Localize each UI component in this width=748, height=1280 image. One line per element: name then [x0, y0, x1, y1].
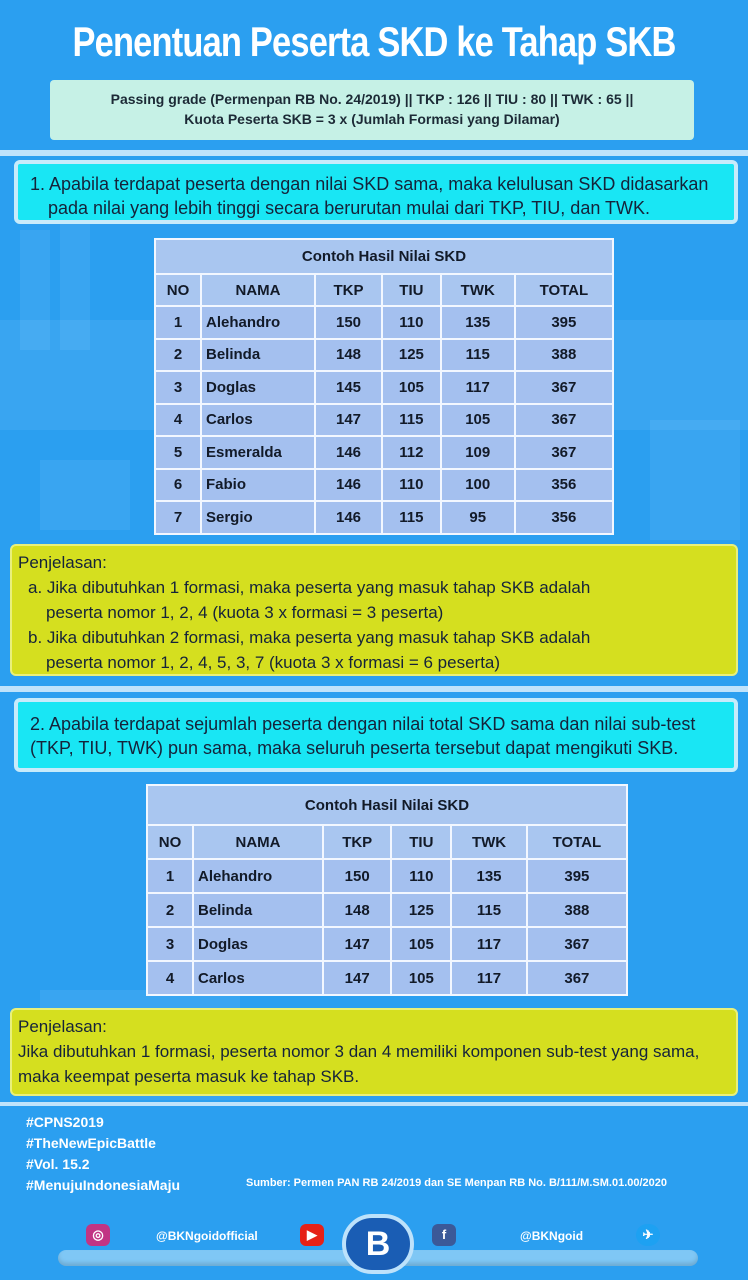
cell-total: 367	[515, 404, 613, 437]
hashtag: #TheNewEpicBattle	[26, 1135, 156, 1151]
cell-tkp: 146	[315, 436, 382, 469]
explanation-b-line-2: peserta nomor 1, 2, 4, 5, 3, 7 (kuota 3 x formasi = 6 peserta)	[46, 653, 501, 672]
cell-nama: Doglas	[193, 927, 323, 961]
passing-grade-box	[50, 80, 694, 140]
background-decoration	[40, 460, 130, 530]
col-header-twk: TWK	[441, 274, 515, 306]
rule-2-box	[14, 698, 738, 772]
cell-total: 395	[515, 306, 613, 339]
cell-total: 395	[527, 859, 627, 893]
twitter-handle[interactable]: @BKNgoid	[520, 1229, 584, 1243]
cell-twk: 95	[441, 501, 515, 534]
table-row	[147, 961, 627, 995]
table-header-row	[155, 274, 613, 306]
cell-no: 2	[155, 339, 201, 372]
cell-nama: Fabio	[201, 469, 315, 502]
cell-twk: 105	[441, 404, 515, 437]
col-header-tkp: TKP	[315, 274, 382, 306]
table-row	[155, 469, 613, 502]
rule-2-line-2: (TKP, TIU, TWK) pun sama, maka seluruh peserta tersebut dapat mengikuti SKB.	[30, 738, 679, 758]
footer-bar	[0, 1212, 748, 1280]
explanation-a-line-1: a. Jika dibutuhkan 1 formasi, maka peserta yang masuk tahap SKB adalah	[28, 578, 591, 597]
cell-tkp: 148	[315, 339, 382, 372]
col-header-no: NO	[147, 825, 193, 859]
cell-tkp: 148	[323, 893, 391, 927]
cell-twk: 100	[441, 469, 515, 502]
table-row	[155, 306, 613, 339]
cell-no: 4	[147, 961, 193, 995]
cell-no: 1	[147, 859, 193, 893]
rule-1-line-2: pada nilai yang lebih tinggi secara berurutan mulai dari TKP, TIU, dan TWK.	[48, 198, 651, 218]
col-header-total: TOTAL	[515, 274, 613, 306]
table-row	[155, 371, 613, 404]
quota-text: Kuota Peserta SKB = 3 x (Jumlah Formasi yang Dilamar)	[184, 111, 560, 127]
cell-tkp: 150	[323, 859, 391, 893]
page-title: Penentuan Peserta SKD ke Tahap SKB	[72, 18, 676, 65]
table-row	[155, 436, 613, 469]
source-note: Sumber: Permen PAN RB 24/2019 dan SE Menpan RB No. B/111/M.SM.01.00/2020	[246, 1177, 668, 1189]
cell-tiu: 125	[391, 893, 451, 927]
cell-twk: 115	[441, 339, 515, 372]
cell-twk: 135	[441, 306, 515, 339]
explanation-line-2: maka keempat peserta masuk ke tahap SKB.	[18, 1067, 360, 1086]
table-row	[155, 339, 613, 372]
cell-nama: Sergio	[201, 501, 315, 534]
cell-no: 1	[155, 306, 201, 339]
table-row	[147, 893, 627, 927]
hashtags	[26, 1112, 180, 1196]
cell-nama: Belinda	[201, 339, 315, 372]
cell-twk: 109	[441, 436, 515, 469]
explanation-b-line-1: b. Jika dibutuhkan 2 formasi, maka peserta yang masuk tahap SKB adalah	[28, 628, 591, 647]
cell-twk: 117	[451, 927, 526, 961]
col-header-tkp: TKP	[323, 825, 391, 859]
cell-no: 2	[147, 893, 193, 927]
table-caption: Contoh Hasil Nilai SKD	[147, 785, 627, 825]
table-row	[155, 404, 613, 437]
cell-no: 4	[155, 404, 201, 437]
explanation-1-box	[10, 544, 738, 676]
cell-nama: Carlos	[193, 961, 323, 995]
cell-total: 356	[515, 469, 613, 502]
cell-no: 5	[155, 436, 201, 469]
cell-nama: Esmeralda	[201, 436, 315, 469]
cell-tkp: 146	[315, 469, 382, 502]
cell-no: 3	[155, 371, 201, 404]
table-row	[155, 501, 613, 534]
divider	[0, 150, 748, 156]
cell-total: 367	[515, 371, 613, 404]
table-row	[147, 859, 627, 893]
cell-total: 367	[527, 961, 627, 995]
cell-tkp: 150	[315, 306, 382, 339]
rule-1-line-1: 1. Apabila terdapat peserta dengan nilai SKD sama, maka kelulusan SKD didasarkan	[30, 174, 709, 194]
explanation-a-line-2: peserta nomor 1, 2, 4 (kuota 3 x formasi = 3 peserta)	[46, 603, 444, 622]
cell-nama: Alehandro	[193, 859, 323, 893]
cell-tiu: 110	[382, 306, 441, 339]
rule-2-line-1: 2. Apabila terdapat sejumlah peserta dengan nilai total SKD sama dan nilai sub-test	[30, 714, 696, 734]
cell-no: 6	[155, 469, 201, 502]
bkn-logo: B	[342, 1214, 414, 1274]
cell-no: 3	[147, 927, 193, 961]
cell-nama: Belinda	[193, 893, 323, 927]
cell-tiu: 105	[391, 961, 451, 995]
col-header-no: NO	[155, 274, 201, 306]
cell-tkp: 146	[315, 501, 382, 534]
facebook-icon[interactable]: f	[432, 1224, 456, 1246]
instagram-icon[interactable]: ◎	[86, 1224, 110, 1246]
cell-twk: 117	[441, 371, 515, 404]
explanation-title: Penjelasan:	[18, 1017, 107, 1036]
col-header-total: TOTAL	[527, 825, 627, 859]
explanation-2-box	[10, 1008, 738, 1096]
cell-tiu: 110	[391, 859, 451, 893]
cell-tkp: 145	[315, 371, 382, 404]
cell-total: 367	[527, 927, 627, 961]
youtube-icon[interactable]: ▶	[300, 1224, 324, 1246]
cell-tkp: 147	[323, 927, 391, 961]
col-header-tiu: TIU	[391, 825, 451, 859]
cell-nama: Carlos	[201, 404, 315, 437]
cell-tkp: 147	[315, 404, 382, 437]
cell-nama: Doglas	[201, 371, 315, 404]
cell-twk: 135	[451, 859, 526, 893]
explanation-title: Penjelasan:	[18, 553, 107, 572]
cell-nama: Alehandro	[201, 306, 315, 339]
cell-tkp: 147	[323, 961, 391, 995]
background-decoration	[650, 420, 740, 540]
score-table-2	[146, 784, 628, 996]
table-caption: Contoh Hasil Nilai SKD	[155, 239, 613, 274]
cell-twk: 115	[451, 893, 526, 927]
divider	[0, 1102, 748, 1106]
cell-tiu: 112	[382, 436, 441, 469]
col-header-nama: NAMA	[201, 274, 315, 306]
hashtag: #MenujuIndonesiaMaju	[26, 1177, 181, 1193]
explanation-line-1: Jika dibutuhkan 1 formasi, peserta nomor 3 dan 4 memiliki komponen sub-test yang sama,	[18, 1042, 700, 1061]
cell-no: 7	[155, 501, 201, 534]
cell-tiu: 125	[382, 339, 441, 372]
divider	[0, 686, 748, 692]
cell-total: 388	[515, 339, 613, 372]
cell-tiu: 115	[382, 501, 441, 534]
cell-total: 356	[515, 501, 613, 534]
col-header-tiu: TIU	[382, 274, 441, 306]
rule-1-box	[14, 160, 738, 224]
cell-total: 388	[527, 893, 627, 927]
cell-tiu: 115	[382, 404, 441, 437]
passing-grade-text: Passing grade (Permenpan RB No. 24/2019) || TKP : 126 || TIU : 80 || TWK : 65 ||	[110, 91, 634, 107]
col-header-twk: TWK	[451, 825, 526, 859]
col-header-nama: NAMA	[193, 825, 323, 859]
score-table-1	[154, 238, 614, 535]
hashtag: #CPNS2019	[26, 1114, 104, 1130]
instagram-handle[interactable]: @BKNgoidofficial	[156, 1229, 258, 1243]
cell-tiu: 110	[382, 469, 441, 502]
table-row	[147, 927, 627, 961]
twitter-icon[interactable]: ✈	[636, 1224, 660, 1246]
cell-tiu: 105	[391, 927, 451, 961]
cell-total: 367	[515, 436, 613, 469]
hashtag: #Vol. 15.2	[26, 1156, 90, 1172]
cell-tiu: 105	[382, 371, 441, 404]
table-header-row	[147, 825, 627, 859]
cell-twk: 117	[451, 961, 526, 995]
